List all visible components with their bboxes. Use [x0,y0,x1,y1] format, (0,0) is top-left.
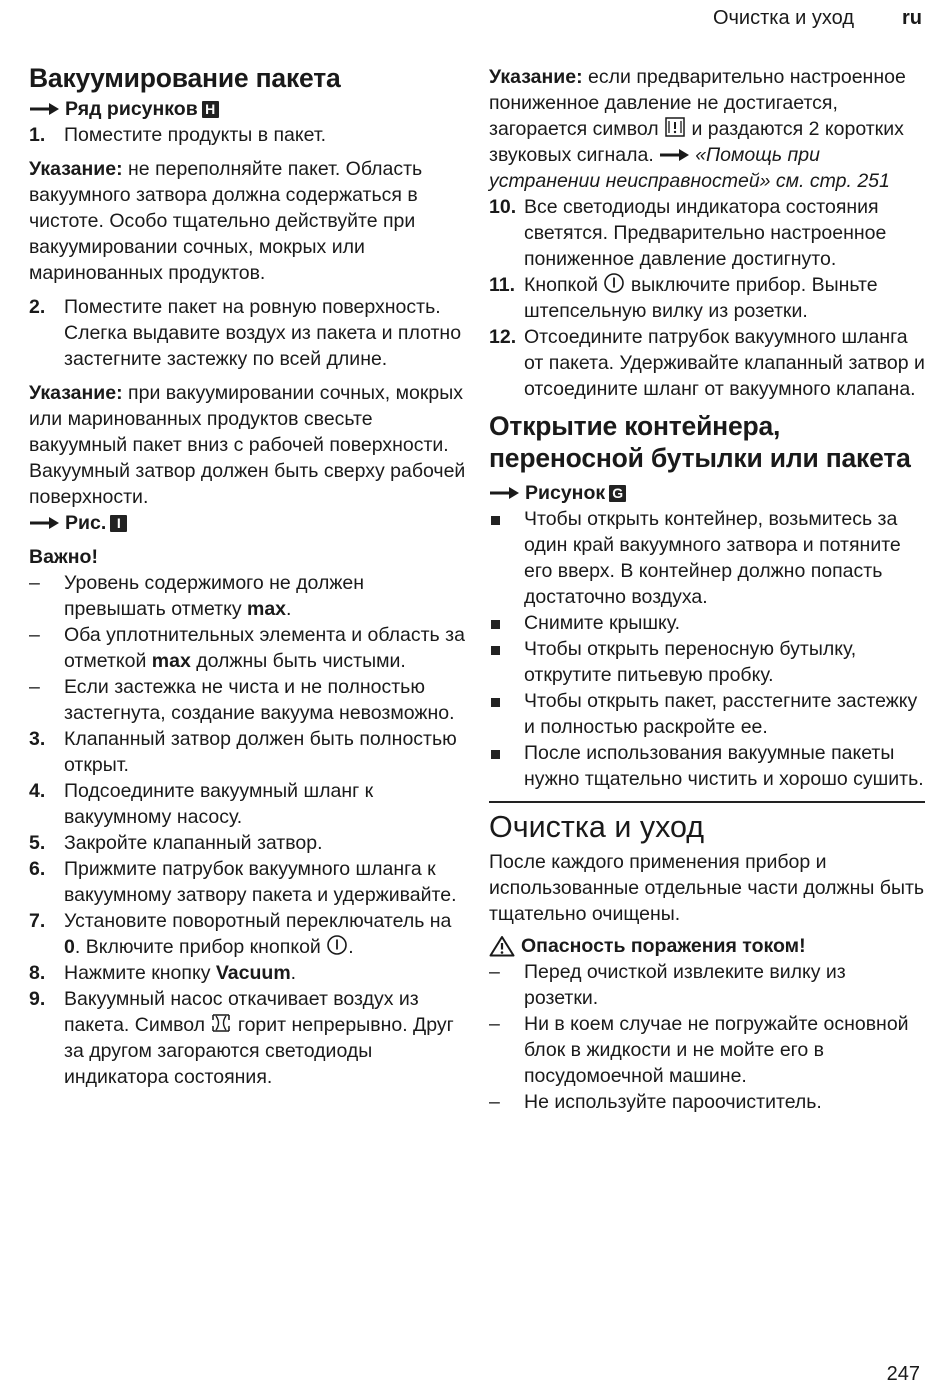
step-11: 11. Кнопкой выключите прибор. Выньте штепсельную вилку из розетки. [489,274,878,322]
section-title-vacuum-bag: Вакуумирование пакета [29,63,341,93]
vacuum-symbol-icon [210,1012,232,1034]
step-8: 8. Нажмите кнопку Vacuum. [29,962,297,984]
important-heading: Важно! [29,546,98,568]
figure-letter-badge: G [609,485,626,502]
figure-ref-g: Рисунок G [489,480,925,506]
bullet-item: Снимите крышку. [489,610,925,636]
note-1: Указание: не переполняйте пакет. Область вакуумного затвора должна содержаться в чистоте. Особо тщательно действуйте при вакуумировании сочных, мокрых или маринованных продуктов. [29,158,423,284]
dash-item-3: – Если застежка не чиста и не полностью застегнута, создание вакуума невозможно. [29,676,455,724]
step-2: 2. Поместите пакет на ровную поверхность. Слегка выдавите воздух из пакета и плотно застегните застежку по всей длине. [29,296,462,370]
warning-item: – Ни в коем случае не погружайте основной блок в жидкости и не мойте его в посудомоечной машине. [489,1013,909,1087]
step-9: 9. Вакуумный насос откачивает воздух из пакета. Символ горит непрерывно. Друг за другом загораются светодиоды индикатора состояния. [29,988,454,1088]
arrow-right-icon [489,486,523,500]
header-lang: ru [902,7,922,29]
dash-item-1: – Уровень содержимого не должен превышать отметку max. [29,572,364,620]
figure-ref-h: Ряд рисунков H [29,96,469,122]
step-1: 1. Поместите продукты в пакет. [29,124,327,146]
power-button-icon [603,272,625,294]
figure-letter-badge: I [110,515,127,532]
page-number: 247 [886,1363,920,1385]
cleaning-intro: После каждого применения прибор и использованные отдельные части должны быть тщательно очищены. [489,851,925,925]
step-4: 4. Подсоедините вакуумный шланг к вакуумному насосу. [29,780,374,828]
section-title-opening: Открытие контейнера, переносной бутылки или пакета [489,411,911,473]
step-3: 3. Клапанный затвор должен быть полностью открыт. [29,728,457,776]
note-3: Указание: если предварительно настроенное пониженное давление не достигается, загорается символ и раздаются 2 коротких звуковых сигнала. «Помощь при устранении неисправностей» см. стр. 251 [489,66,906,192]
section-title-cleaning: Очистка и уход [489,810,705,844]
error-symbol-icon [664,116,686,138]
note-2: Указание: при вакуумировании сочных, мокрых или маринованных продуктов свесьте вакуумный пакет вниз с рабочей поверхности. Вакуумный затвор должен быть сверху рабочей поверхности. [29,382,466,508]
warning-triangle-icon [489,935,515,957]
arrow-right-icon [659,148,693,162]
figure-ref-i: Рис. I [29,510,469,536]
danger-heading: Опасность поражения током! [489,933,925,959]
right-column [489,64,925,1115]
power-button-icon [326,934,348,956]
step-6: 6. Прижмите патрубок вакуумного шланга к вакуумному затвору пакета и удерживайте. [29,858,457,906]
left-column [29,62,469,1090]
dash-item-2: – Оба уплотнительных элемента и область за отметкой max должны быть чистыми. [29,624,465,672]
section-divider [489,801,925,803]
warning-item: – Не используйте пароочиститель. [489,1091,822,1113]
header-section: Очистка и уход [712,7,854,29]
step-12: 12. Отсоедините патрубок вакуумного шланга от пакета. Удерживайте клапанный затвор и отсоедините шланг от вакуумного клапана. [489,326,925,400]
troubleshooting-reference: «Помощь при устранении неисправностей» см. стр. 251 [489,144,890,192]
step-5: 5. Закройте клапанный затвор. [29,832,323,854]
arrow-right-icon [29,102,63,116]
bullet-item: Чтобы открыть контейнер, возьмитесь за один край вакуумного затвора и потяните его вверх. В контейнер должно попасть достаточно воздуха. [489,506,925,610]
figure-letter-badge: H [202,101,219,118]
running-header [713,4,922,32]
bullet-item: Чтобы открыть пакет, расстегните застежку и полностью раскройте ее. [489,688,925,740]
arrow-right-icon [29,516,63,530]
warning-item: – Перед очисткой извлеките вилку из розетки. [489,961,846,1009]
step-7: 7. Установите поворотный переключатель на 0. Включите прибор кнопкой . [29,910,452,958]
step-10: 10. Все светодиоды индикатора состояния светятся. Предварительно настроенное пониженное давление достигнуто. [489,196,887,270]
bullet-item: Чтобы открыть переносную бутылку, открутите питьевую пробку. [489,636,925,688]
bullet-item: После использования вакуумные пакеты нужно тщательно чистить и хорошо сушить. [489,740,925,792]
